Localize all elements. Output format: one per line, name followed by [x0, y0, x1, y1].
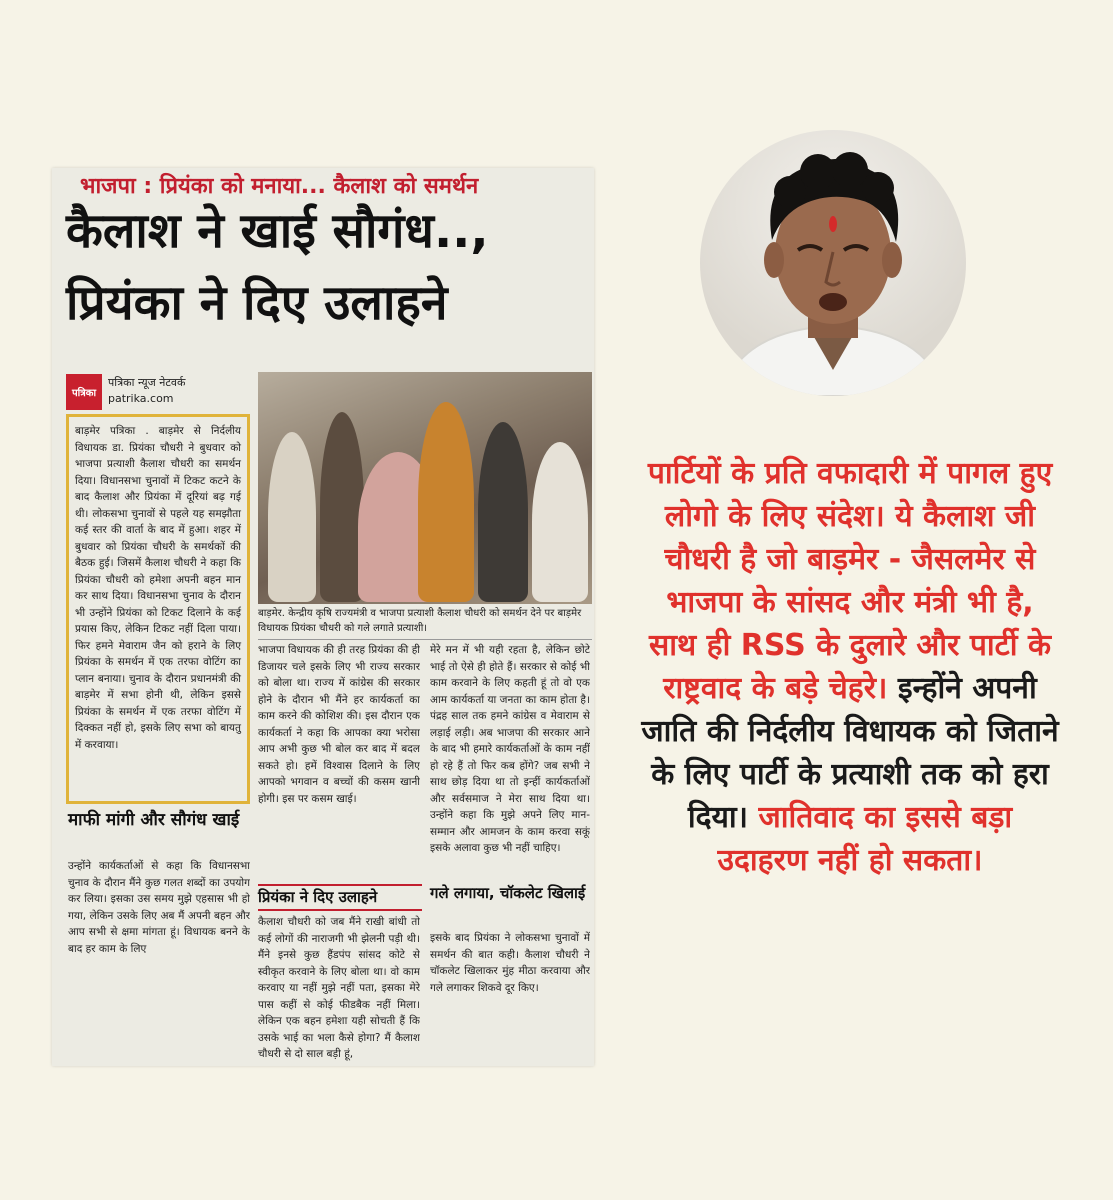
photo-figure	[268, 432, 316, 602]
commentary-message	[640, 452, 1060, 882]
patrika-logo: पत्रिका	[66, 374, 102, 410]
photo-figure	[478, 422, 528, 602]
newspaper-clipping	[52, 168, 594, 1066]
column-3-subhead: गले लगाया, चॉकलेट खिलाई	[430, 884, 586, 902]
photo-caption: बाड़मेर. केन्द्रीय कृषि राज्यमंत्री व भाजपा प्रत्याशी कैलाश चौधरी को समर्थन देने पर बाड़मेर विधायक प्रियंका चौधरी को गले लगाते प्रत्याशी।	[258, 606, 592, 640]
commentary-part-3: जातिवाद का इससे बड़ा उदाहरण नहीं हो सकता।	[717, 800, 1013, 878]
news-photo	[258, 372, 592, 604]
commentary-part-1: पार्टियों के प्रति वफादारी में पागल हुए लोगो के लिए संदेश। ये कैलाश जी चौधरी है जो बाड़मेर - जैसलमेर से भाजपा के सांसद और मंत्री भी है, साथ ही RSS के दुलारे और पार्टी के राष्ट्रवाद के बड़े चेहरे।	[647, 456, 1053, 706]
clipping-headline-line-1: कैलाश ने खाई सौगंध..,	[66, 203, 489, 259]
byline	[108, 375, 185, 407]
commentary-part-2: इन्होंने अपनी जाति की निर्दलीय विधायक को जिताने के लिए पार्टी के प्रत्याशी तक को हरा दिया।	[641, 671, 1059, 835]
clipping-headline-line-2: प्रियंका ने दिए उलाहने	[66, 275, 448, 331]
byline-network: पत्रिका न्यूज नेटवर्क	[108, 376, 186, 389]
column-3-text: मेरे मन में भी यही रहता है, लेकिन छोटे भाई तो ऐसे ही होते हैं। सरकार से कोई भी काम करवाने के लिए कहती हूं तो वो एक आम कार्यकर्ता या जनता का काम होता है। पंद्रह साल तक हमने कांग्रेस व मेवाराम से लड़ाई लड़ी। अब भाजपा की सरकार आने के बाद भी हमारे कार्यकर्ताओं के काम नहीं हो रहे हैं तो फिर कब होंगे? जब सभी ने साथ छोड़ दिया था तो इन्हीं कार्यकर्ताओं और सर्वसमाज ने मेरा साथ दिया था। उन्होंने कहा कि मुझे अपने लिए मान-सम्मान और आमजन के काम करवा सकूं इसके अलावा कुछ भी नहीं चाहिए।	[430, 644, 590, 854]
highlighted-column-text: बाड़मेर पत्रिका . बाड़मेर से निर्दलीय विधायक डा. प्रियंका चौधरी ने बुधवार को भाजपा प्रत्याशी कैलाश चौधरी का समर्थन दिया। विधानसभा चुनावों में टिकट कटने के बाद कैलाश और प्रियंका में दूरियां बढ़ गई थी। लोकसभा चुनावों से पहले यह समझौता कई स्तर की वार्ता के बाद में हुआ। शहर में बुधवार को प्रियंका चौधरी के समर्थकों की बैठक हुई। जिसमें कैलाश चौधरी ने कहा कि प्रियंका चौधरी को हमेशा अपनी बहन मान कर साथ दिया। विधानसभा चुनाव के दौरान भी उन्होंने प्रियंका को टिकट दिलाने के कई प्रयास किए, लेकिन टिकट नहीं दिला पाया। फिर हमने मेवाराम जैन को हराने के लिए प्रियंका के समर्थन में एक तरफा वोटिंग का प्लान बनाया। चुनाव के दौरान प्रधानमंत्री की बाड़मेर में सभा होनी थी, लेकिन इससे प्रियंका के समर्थन में एक तरफा वोटिंग में दिक्कत नहीं हो, इसके लिए सभा को बायतु में करवाया।	[66, 414, 250, 804]
politician-portrait	[700, 130, 966, 396]
column-1-text: उन्होंने कार्यकर्ताओं से कहा कि विधानसभा चुनाव के दौरान मैंने कुछ गलत शब्दों का उपयोग कर लिया। इसका उस समय मुझे एहसास भी हो गया, लेकिन उसके लिए अब मैं अपनी बहन और आप सभी से क्षमा मांगता हूं। विधायक बनने के बाद हर काम के लिए	[68, 860, 250, 955]
portrait-illustration	[700, 130, 966, 396]
column-2-bottom-text: कैलाश चौधरी को जब मैंने राखी बांधी तो कई लोगों की नाराजगी भी झेलनी पड़ी थी। मैंने इनसे कुछ हैंडपंप सांसद कोटे से स्वीकृत करवाने के लिए बोला था। वो काम करवाए या नहीं मुझे नहीं पता, इसका मेरे पास कहीं से कोई फीडबैक नहीं मिला। लेकिन एक बहन हमेशा यही सोचती हैं कि उसके भाई का भला कैसे होगा? मैं कैलाश चौधरी से दो साल बड़ी हूं,	[258, 916, 420, 1060]
photo-figure	[532, 442, 588, 602]
column-1-subhead: माफी मांगी और सौगंध खाई	[68, 810, 240, 830]
byline-website: patrika.com	[108, 392, 174, 405]
column-2-subhead: प्रियंका ने दिए उलाहने	[258, 884, 422, 911]
column-2-text: भाजपा विधायक की ही तरह प्रियंका की ही डिजायर चले इसके लिए भी राज्य सरकार को बोला था। राज्य में कांग्रेस की सरकार होने के दौरान भी मैंने हर कार्यकर्ता का काम करने की कोशिश की। इस दौरान एक कार्यकर्ता ने कहा कि आपका क्या भरोसा आप अभी कुछ भी बोल कर बाद में बदल सकते हो। हमें विश्वास दिलाने के लिए आपको भगवान व बच्चों की कसम खानी होगी। इस पर कसम खाई।	[258, 644, 420, 805]
column-3-bottom-text: इसके बाद प्रियंका ने लोकसभा चुनावों में समर्थन की बात कही। कैलाश चौधरी ने चॉकलेट खिलाकर मुंह मीठा करवाया और गले लगाकर शिकवे दूर किए।	[430, 932, 590, 994]
photo-figure	[418, 402, 474, 602]
clipping-kicker: भाजपा : प्रियंका को मनाया... कैलाश को समर्थन	[80, 174, 479, 199]
